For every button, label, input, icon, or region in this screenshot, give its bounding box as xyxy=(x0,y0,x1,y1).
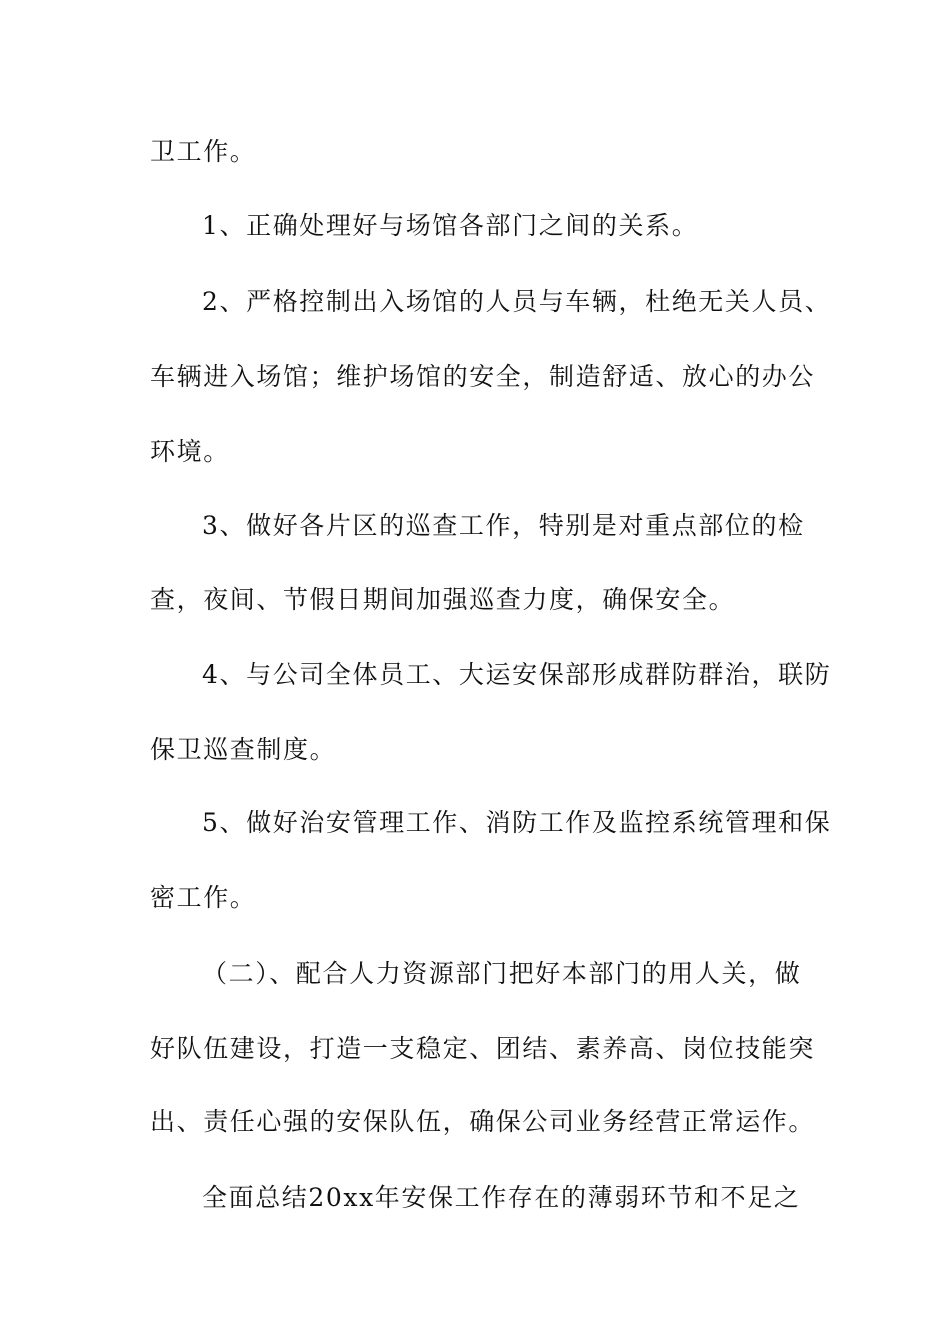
text-line: 环境。 xyxy=(150,437,230,466)
text-line: 5、做好治安管理工作、消防工作及监控系统管理和保 xyxy=(202,808,832,837)
text-line: 1、正确处理好与场馆各部门之间的关系。 xyxy=(202,211,699,240)
text-line: 3、做好各片区的巡查工作，特别是对重点部位的检 xyxy=(202,511,805,540)
text-line: 好队伍建设，打造一支稳定、团结、素养高、岗位技能突 xyxy=(150,1034,816,1063)
text-line: 保卫巡查制度。 xyxy=(150,735,337,764)
text-line: 车辆进入场馆；维护场馆的安全，制造舒适、放心的办公 xyxy=(150,362,816,391)
text-line: 密工作。 xyxy=(150,883,257,912)
text-line: 4、与公司全体员工、大运安保部形成群防群治，联防 xyxy=(202,660,832,689)
text-line: 全面总结20xx年安保工作存在的薄弱环节和不足之 xyxy=(202,1183,801,1212)
text-line: 出、责任心强的安保队伍，确保公司业务经营正常运作。 xyxy=(150,1107,816,1136)
text-line: （二）、配合人力资源部门把好本部门的用人关，做 xyxy=(202,959,802,988)
text-line: 卫工作。 xyxy=(150,137,257,166)
text-line: 查，夜间、节假日期间加强巡查力度，确保安全。 xyxy=(150,585,736,614)
text-line: 2、严格控制出入场馆的人员与车辆，杜绝无关人员、 xyxy=(202,287,832,316)
